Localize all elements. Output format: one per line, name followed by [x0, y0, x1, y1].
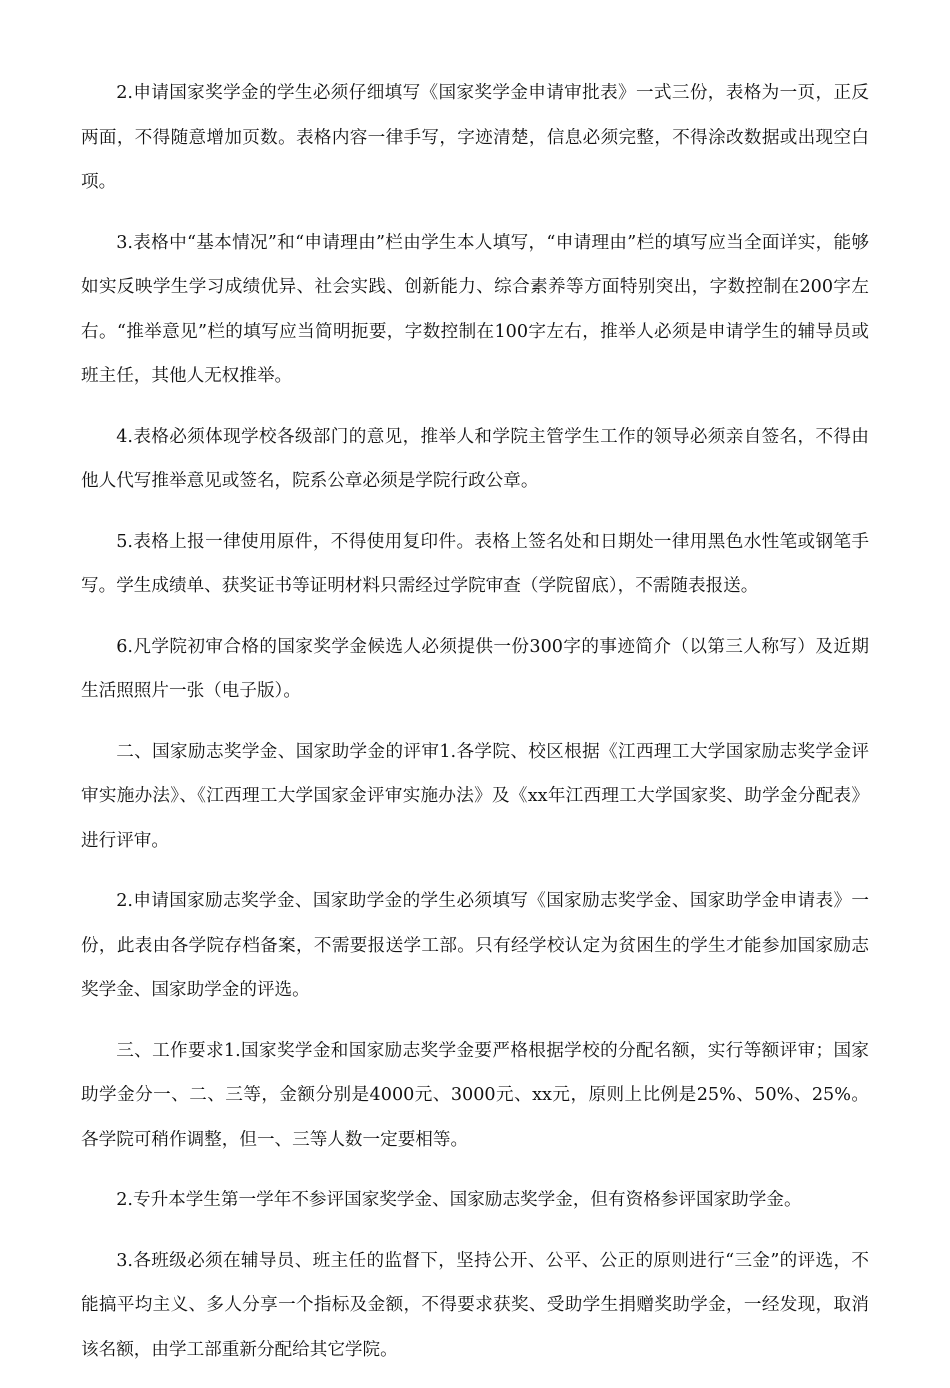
paragraph-section-3-item-2: 2.专升本学生第一学年不参评国家奖学金、国家励志奖学金，但有资格参评国家助学金。: [116, 1190, 802, 1210]
paragraph-item-6-biography: 6.凡学院初审合格的国家奖学金候选人必须提供一份300字的事迹简介（以第三人称写）及近期生活照照片一张（电子版）。: [81, 636, 869, 701]
paragraph-section-2-item-2: 2.申请国家励志奖学金、国家助学金的学生必须填写《国家励志奖学金、国家助学金申请表》一份，此表由各学院存档备案，不需要报送学工部。只有经学校认定为贫困生的学生才能参加国家励志奖学金、国家助学金的评选。: [81, 891, 869, 1000]
paragraph-section-3-item-3: 3.各班级必须在辅导员、班主任的监督下，坚持公开、公平、公正的原则进行“三金”的评选，不能搞平均主义、多人分享一个指标及金额，不得要求获奖、受助学生捐赠奖助学金，一经发现，取消该名额，由学工部重新分配给其它学院。: [81, 1250, 869, 1360]
paragraph-item-2-form: 2.申请国家奖学金的学生必须仔细填写《国家奖学金申请审批表》一式三份，表格为一页，正反两面，不得随意增加页数。表格内容一律手写，字迹清楚，信息必须完整，不得涂改数据或出现空白项。: [81, 83, 869, 192]
paragraph-section-2-review: 二、国家励志奖学金、国家助学金的评审1.各学院、校区根据《江西理工大学国家励志奖学金评审实施办法》、《江西理工大学国家金评审实施办法》及《xx年江西理工大学国家奖、助学金分配表》进行评审。: [81, 741, 869, 851]
paragraph-item-4-signatures: 4.表格必须体现学校各级部门的意见，推举人和学院主管学生工作的领导必须亲自签名，不得由他人代写推举意见或签名，院系公章必须是学院行政公章。: [81, 426, 869, 491]
paragraph-item-3-form-fields: 3.表格中“基本情况”和“申请理由”栏由学生本人填写，“申请理由”栏的填写应当全面详实，能够如实反映学生学习成绩优异、社会实践、创新能力、综合素养等方面特别突出，字数控制在200字左右。“推举意见”栏的填写应当简明扼要，字数控制在100字左右，推举人必须是申请学生的辅导员或班主任，其他人无权推举。: [81, 232, 869, 386]
paragraph-item-5-originals: 5.表格上报一律使用原件，不得使用复印件。表格上签名处和日期处一律用黑色水性笔或钢笔手写。学生成绩单、获奖证书等证明材料只需经过学院审查（学院留底），不需随表报送。: [81, 531, 869, 596]
document-body: [81, 71, 869, 1388]
paragraph-section-3-requirements: 三、工作要求1.国家奖学金和国家励志奖学金要严格根据学校的分配名额，实行等额评审；国家助学金分一、二、三等，金额分别是4000元、3000元、xx元，原则上比例是25%、50%、25%。各学院可稍作调整，但一、三等人数一定要相等。: [81, 1040, 869, 1150]
